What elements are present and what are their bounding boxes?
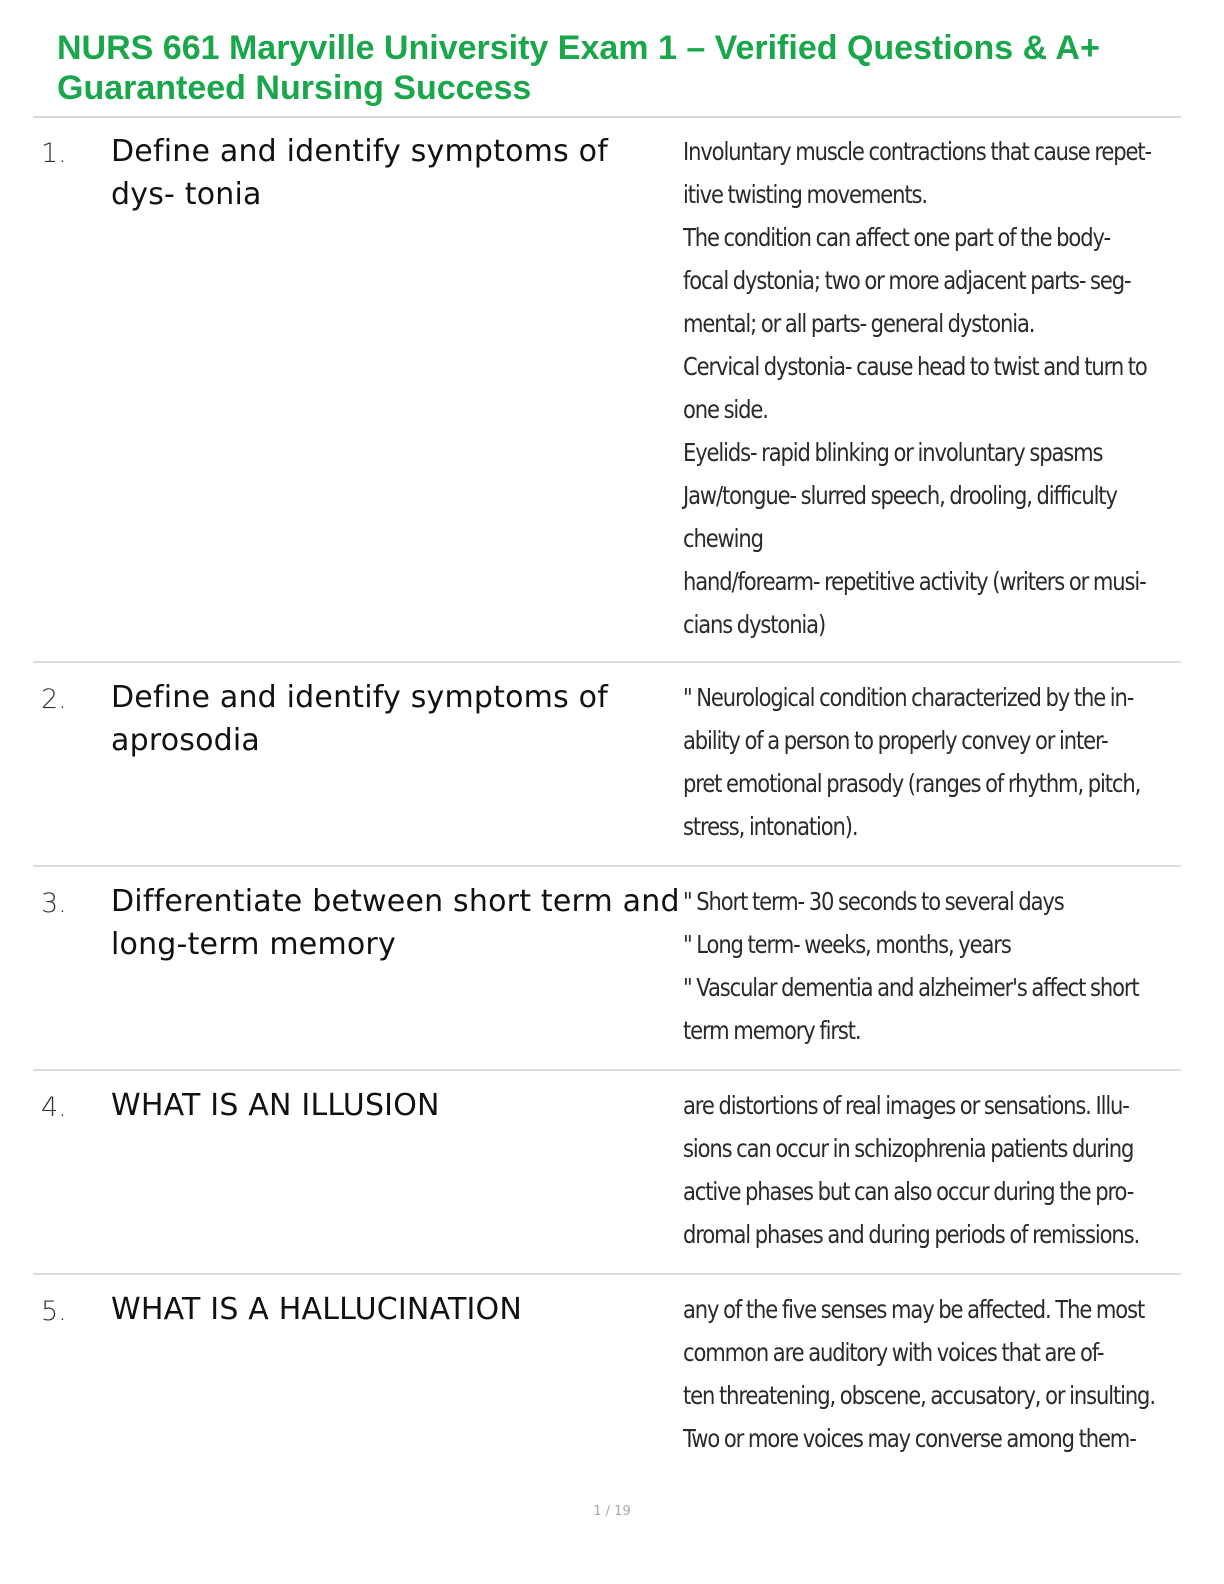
document-title: NURS 661 Maryville University Exam 1 – Verified Questions & A+ Guaranteed Nursing Success xyxy=(57,29,1100,107)
answer-text xyxy=(683,880,1175,1052)
question-text: Define and identify symptoms of dys- tonia xyxy=(111,134,608,212)
answer-line: The condition can affect one part of the body- xyxy=(683,223,1110,252)
item-number: 5. xyxy=(41,1296,67,1327)
qa-item-4 xyxy=(33,1071,1181,1275)
question-text: Differentiate between short term and long-term memory xyxy=(111,884,680,962)
title-divider xyxy=(33,116,1181,118)
answer-line: term memory first. xyxy=(683,1016,861,1045)
answer-line: Jaw/tongue- slurred speech, drooling, difficulty xyxy=(683,481,1117,510)
answer-line: common are auditory with voices that are of- xyxy=(683,1338,1104,1367)
answer-line: Two or more voices may converse among them- xyxy=(683,1424,1136,1453)
answer-line: active phases but can also occur during the pro- xyxy=(683,1177,1134,1206)
answer-text xyxy=(683,130,1175,646)
qa-item-3 xyxy=(33,867,1181,1071)
answer-line: Eyelids- rapid blinking or involuntary spasms xyxy=(683,438,1103,467)
answer-line: stress, intonation). xyxy=(683,812,858,841)
answer-line: " Long term- weeks, months, years xyxy=(683,930,1011,959)
answer-line: any of the five senses may be affected. The most xyxy=(683,1295,1145,1324)
answer-line: ability of a person to properly convey or inter- xyxy=(683,726,1108,755)
answer-line: mental; or all parts- general dystonia. xyxy=(683,309,1035,338)
answer-line: hand/forearm- repetitive activity (writers or musi- xyxy=(683,567,1146,596)
answer-line: are distortions of real images or sensations. Illu- xyxy=(683,1091,1129,1120)
answer-line: " Vascular dementia and alzheimer's affect short xyxy=(683,973,1139,1002)
answer-line: chewing xyxy=(683,524,763,553)
page-number: 1 / 19 xyxy=(593,1504,631,1519)
answer-text xyxy=(683,1084,1175,1256)
answer-line: cians dystonia) xyxy=(683,610,826,639)
qa-item-1 xyxy=(33,130,1181,663)
answer-text xyxy=(683,1288,1175,1460)
item-number: 3. xyxy=(41,888,67,919)
answer-line: focal dystonia; two or more adjacent parts- seg- xyxy=(683,266,1131,295)
item-number: 4. xyxy=(41,1092,67,1123)
item-number: 2. xyxy=(41,684,67,715)
answer-line: Cervical dystonia- cause head to twist and turn to xyxy=(683,352,1147,381)
qa-item-5 xyxy=(33,1275,1181,1475)
answer-line: Involuntary muscle contractions that cause repet- xyxy=(683,137,1151,166)
answer-line: pret emotional prasody (ranges of rhythm, pitch, xyxy=(683,769,1141,798)
question-text: Define and identify symptoms of aprosodia xyxy=(111,680,608,758)
answer-line: dromal phases and during periods of remissions. xyxy=(683,1220,1140,1249)
item-number: 1. xyxy=(41,138,67,169)
answer-line: itive twisting movements. xyxy=(683,180,927,209)
answer-line: ten threatening, obscene, accusatory, or insulting. xyxy=(683,1381,1155,1410)
answer-line: one side. xyxy=(683,395,768,424)
question-text: WHAT IS A HALLUCINATION xyxy=(111,1292,522,1327)
answer-line: sions can occur in schizophrenia patients during xyxy=(683,1134,1134,1163)
answer-line: " Neurological condition characterized by the in- xyxy=(683,683,1134,712)
answer-text xyxy=(683,676,1175,848)
question-text: WHAT IS AN ILLUSION xyxy=(111,1088,440,1123)
answer-line: " Short term- 30 seconds to several days xyxy=(683,887,1064,916)
qa-item-2 xyxy=(33,663,1181,867)
qa-list xyxy=(33,130,1181,1475)
